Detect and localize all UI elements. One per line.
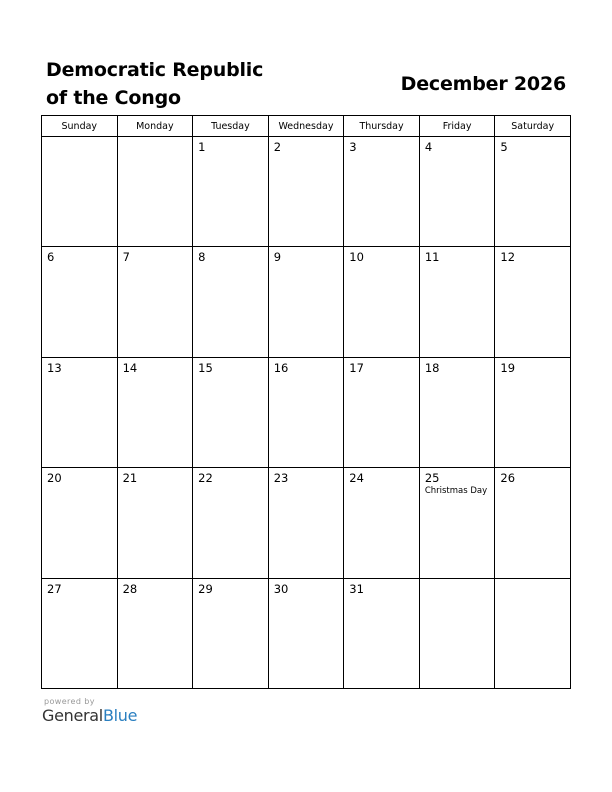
day-number: 30 xyxy=(273,581,289,596)
day-cell xyxy=(495,357,571,467)
weekday-header: Wednesday xyxy=(268,116,344,137)
day-number: 22 xyxy=(198,471,213,486)
week-row xyxy=(42,137,571,247)
logo-general: General xyxy=(42,706,103,725)
day-cell xyxy=(193,578,269,688)
day-number: 7 xyxy=(122,250,130,265)
day-cell xyxy=(495,468,571,578)
country-title-line2: of the Congo xyxy=(46,87,181,109)
day-cell xyxy=(268,578,344,688)
day-cell xyxy=(419,578,495,688)
day-cell xyxy=(193,137,269,247)
day-number: 16 xyxy=(273,360,289,375)
weekday-header: Sunday xyxy=(42,116,118,137)
day-cell xyxy=(419,137,495,247)
day-cell xyxy=(42,578,118,688)
generalblue-logo xyxy=(42,706,137,726)
month-year-title: December 2026 xyxy=(400,73,566,95)
day-number: 26 xyxy=(500,471,516,486)
day-number: 15 xyxy=(198,360,213,375)
day-number: 18 xyxy=(424,360,440,375)
day-cell xyxy=(419,247,495,357)
day-cell xyxy=(344,468,420,578)
holiday-label: Christmas Day xyxy=(424,486,488,497)
day-number: 21 xyxy=(122,471,138,486)
day-cell xyxy=(419,468,495,578)
day-cell xyxy=(117,357,193,467)
day-number: 29 xyxy=(198,581,213,596)
calendar-body xyxy=(42,137,571,689)
day-cell xyxy=(42,468,118,578)
weekday-header: Tuesday xyxy=(193,116,269,137)
day-number: 13 xyxy=(47,360,62,375)
day-cell xyxy=(495,137,571,247)
day-number xyxy=(495,579,570,582)
logo-blue: Blue xyxy=(102,706,138,725)
day-number: 19 xyxy=(500,360,516,375)
day-number: 6 xyxy=(47,250,55,265)
day-cell xyxy=(42,357,118,467)
day-cell xyxy=(117,578,193,688)
weekday-header: Friday xyxy=(419,116,495,137)
day-cell xyxy=(268,468,344,578)
day-number xyxy=(420,579,495,582)
day-number: 8 xyxy=(198,250,206,265)
day-cell xyxy=(419,357,495,467)
day-cell xyxy=(344,578,420,688)
week-row xyxy=(42,247,571,357)
day-number: 27 xyxy=(47,581,62,596)
day-number: 3 xyxy=(349,140,357,154)
brand-footer xyxy=(42,697,137,726)
day-number: 9 xyxy=(273,250,282,265)
week-row xyxy=(42,468,571,578)
day-number: 20 xyxy=(47,471,62,486)
day-number: 2 xyxy=(273,140,282,154)
day-cell xyxy=(344,247,420,357)
country-title xyxy=(46,56,306,112)
weekday-header-row xyxy=(42,116,571,137)
day-cell xyxy=(193,247,269,357)
day-cell xyxy=(42,137,118,247)
country-title-line1: Democratic Republic xyxy=(46,59,264,81)
day-number: 17 xyxy=(349,360,364,375)
day-number: 1 xyxy=(198,140,206,154)
day-cell xyxy=(495,247,571,357)
day-number xyxy=(118,137,193,140)
day-number: 11 xyxy=(424,250,440,265)
day-number xyxy=(42,137,117,140)
week-row xyxy=(42,357,571,467)
powered-by-text: powered by xyxy=(44,697,95,706)
day-cell xyxy=(268,247,344,357)
day-cell xyxy=(42,247,118,357)
day-number: 23 xyxy=(273,471,289,486)
week-row xyxy=(42,578,571,688)
day-cell xyxy=(193,357,269,467)
calendar-grid xyxy=(41,115,571,689)
day-cell xyxy=(495,578,571,688)
day-cell xyxy=(268,357,344,467)
day-cell xyxy=(344,137,420,247)
day-cell xyxy=(117,247,193,357)
weekday-header: Monday xyxy=(117,116,193,137)
day-number: 4 xyxy=(424,140,433,154)
day-number: 25 xyxy=(424,471,440,486)
day-number: 12 xyxy=(500,250,516,265)
day-number: 10 xyxy=(349,250,364,265)
day-number: 14 xyxy=(122,360,138,375)
weekday-header: Thursday xyxy=(344,116,420,137)
day-number: 24 xyxy=(349,471,364,486)
day-cell xyxy=(193,468,269,578)
day-cell xyxy=(268,137,344,247)
day-cell xyxy=(344,357,420,467)
day-cell xyxy=(117,137,193,247)
day-number: 5 xyxy=(500,140,508,154)
day-number: 31 xyxy=(349,581,364,596)
day-number: 28 xyxy=(122,581,138,596)
day-cell xyxy=(117,468,193,578)
weekday-header: Saturday xyxy=(495,116,571,137)
